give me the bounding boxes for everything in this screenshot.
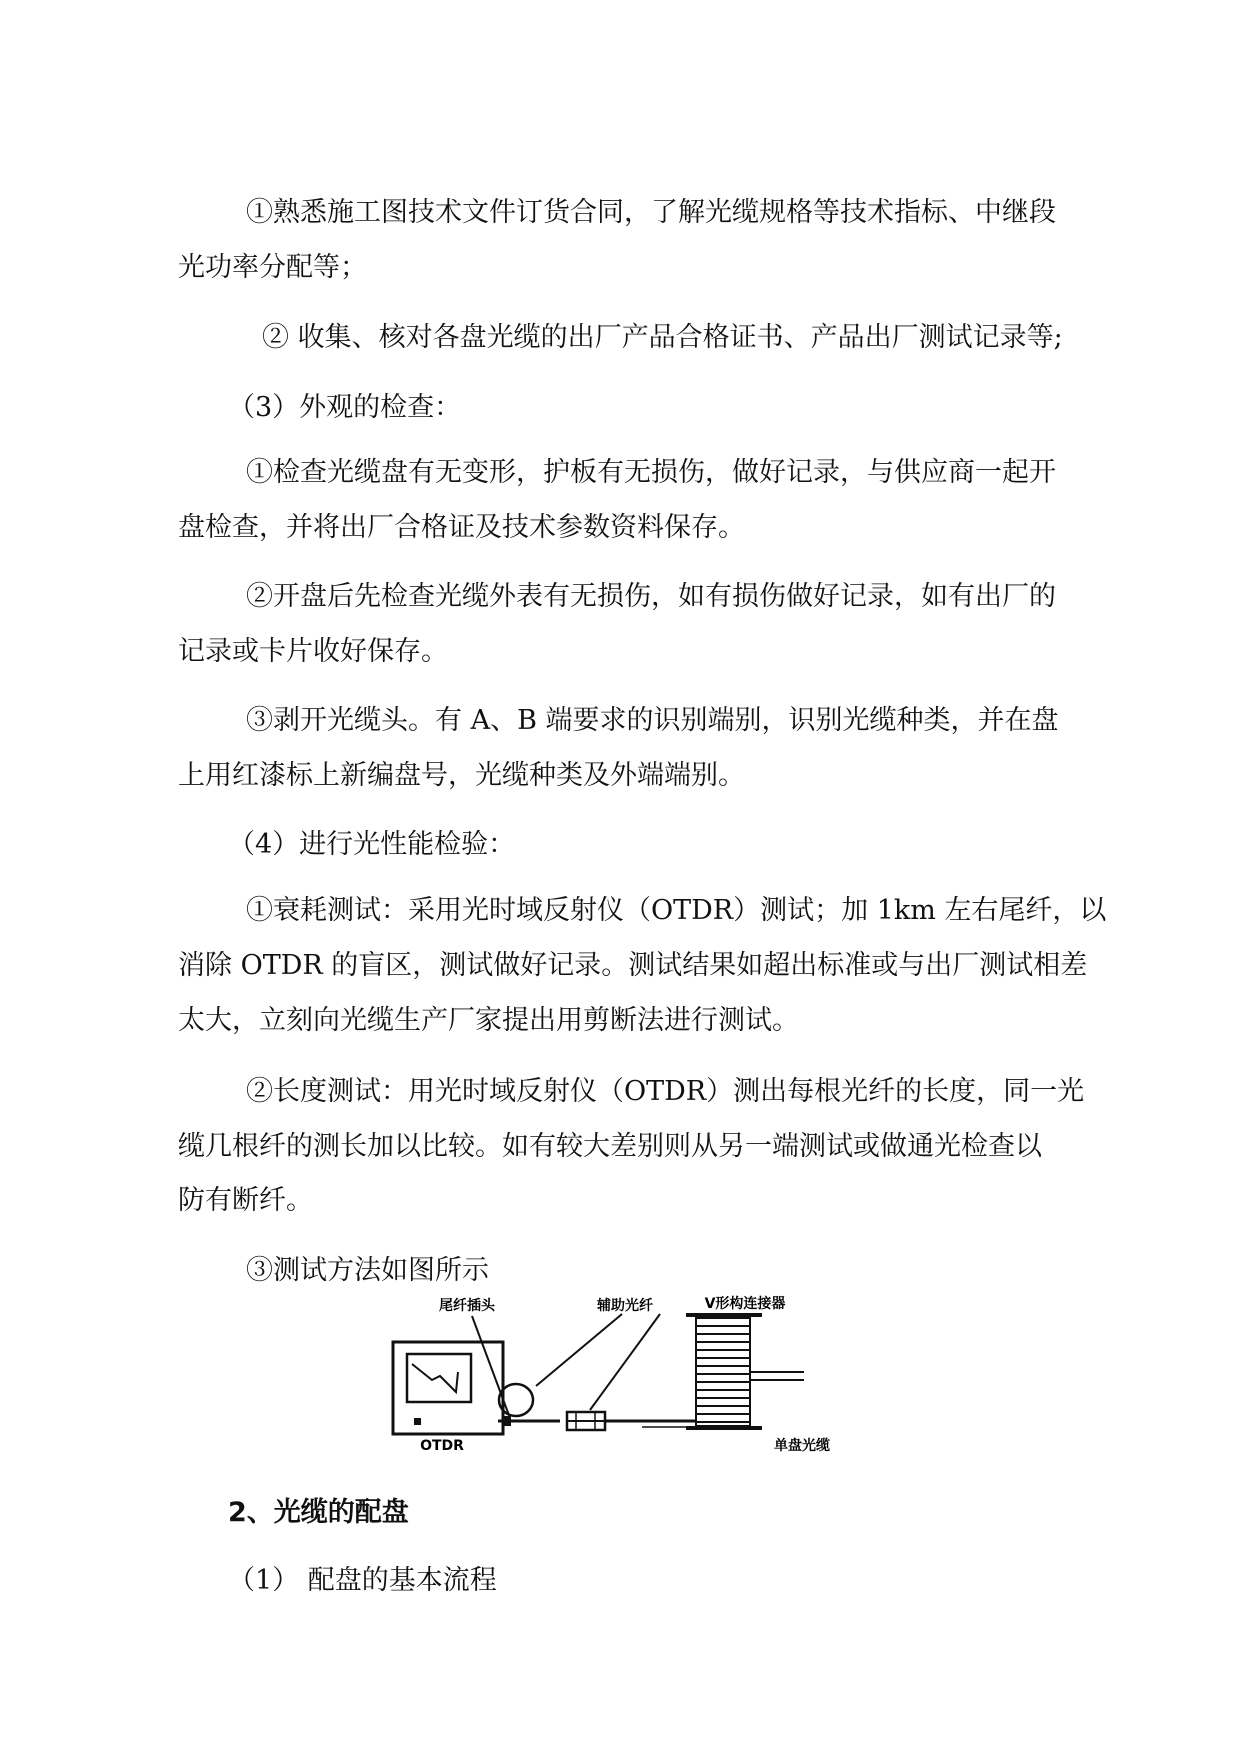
paragraph-line: 盘检查，并将出厂合格证及技术参数资料保存。	[178, 512, 745, 543]
label-v-connector: V形构连接器	[704, 1296, 786, 1312]
paragraph-line: 太大，立刻向光缆生产厂家提出用剪断法进行测试。	[178, 1005, 799, 1036]
paragraph-line: 记录或卡片收好保存。	[178, 636, 448, 667]
paragraph-line: ②开盘后先检查光缆外表有无损伤，如有损伤做好记录，如有出厂的	[246, 581, 1056, 612]
paragraph-line: 消除 OTDR 的盲区，测试做好记录。测试结果如超出标准或与出厂测试相差	[178, 950, 1088, 981]
label-aux-fiber: 辅助光纤	[597, 1298, 653, 1314]
paragraph-line: ①检查光缆盘有无变形，护板有无损伤，做好记录，与供应商一起开	[246, 457, 1056, 488]
paragraph-line: 光功率分配等；	[178, 252, 367, 283]
label-cable-reel: 单盘光缆	[774, 1438, 830, 1454]
v-groove-connector	[567, 1314, 702, 1430]
paragraph-line: 防有断纤。	[178, 1185, 313, 1216]
paragraph-line: 缆几根纤的测长加以比较。如有较大差别则从另一端测试或做通光检查以	[178, 1131, 1042, 1162]
paragraph-line: ①熟悉施工图技术文件订货合同，了解光缆规格等技术指标、中继段	[246, 197, 1056, 228]
subsection-heading: （4）进行光性能检验：	[228, 829, 516, 860]
label-otdr: OTDR	[420, 1438, 464, 1454]
paragraph-line: ③测试方法如图所示	[246, 1255, 489, 1286]
otdr-instrument	[393, 1342, 511, 1434]
cable-reel	[686, 1315, 804, 1428]
paragraph-line: ② 收集、核对各盘光缆的出厂产品合格证书、产品出厂测试记录等;	[262, 322, 1063, 353]
sub-heading: （1） 配盘的基本流程	[228, 1565, 497, 1596]
aux-fiber-coil	[498, 1314, 622, 1421]
paragraph-line: ③剥开光缆头。有 A、B 端要求的识别端别，识别光缆种类，并在盘	[246, 705, 1059, 736]
paragraph-line: ①衰耗测试：采用光时域反射仪（OTDR）测试；加 1km 左右尾纤，以	[246, 895, 1107, 926]
label-pigtail: 尾纤插头	[439, 1298, 495, 1314]
section-heading: 2、光缆的配盘	[228, 1497, 409, 1528]
paragraph-line: ②长度测试：用光时域反射仪（OTDR）测出每根光纤的长度，同一光	[246, 1076, 1085, 1107]
otdr-test-diagram	[390, 1290, 910, 1460]
subsection-heading: （3）外观的检查：	[228, 392, 462, 423]
paragraph-line: 上用红漆标上新编盘号，光缆种类及外端端别。	[178, 760, 745, 791]
